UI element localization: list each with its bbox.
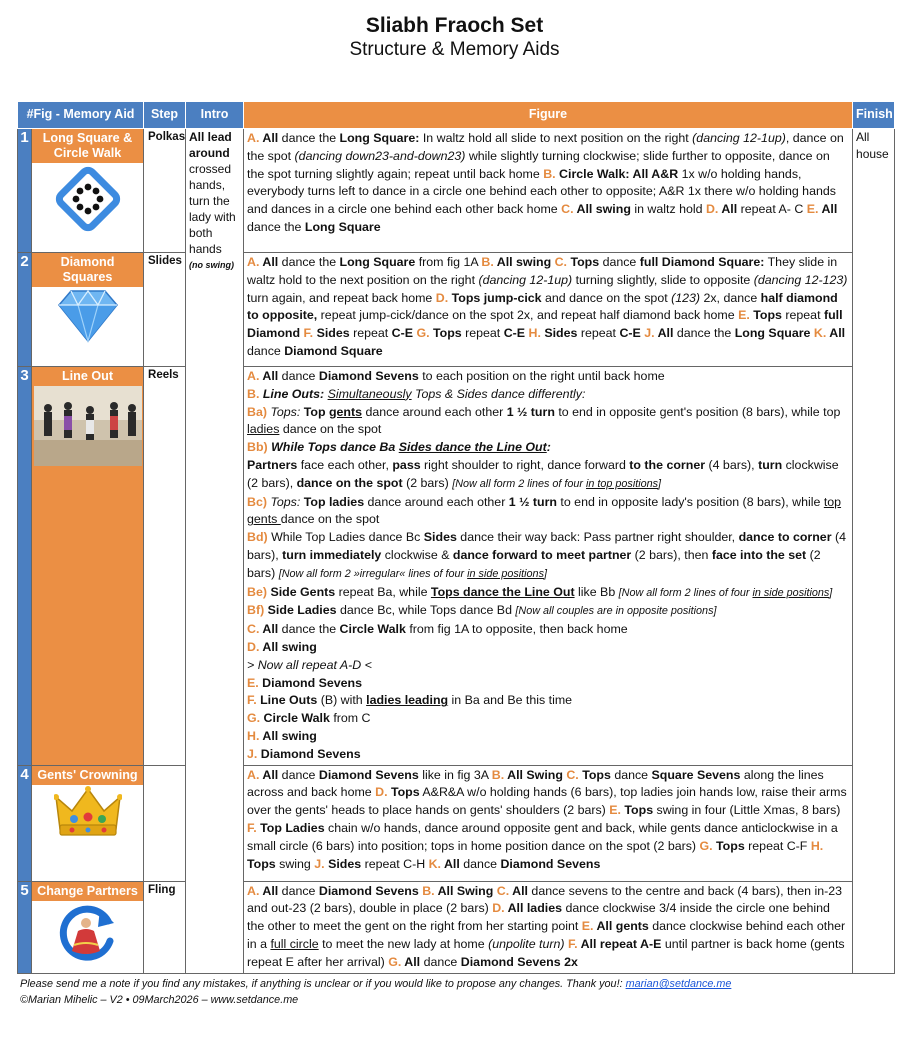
diamond-gem-icon	[57, 287, 119, 349]
figure-text-segment: Sides	[544, 326, 578, 341]
figure-text-segment: Long Square	[339, 255, 416, 269]
figure-text-segment: Tops	[582, 767, 611, 782]
figure-text-segment: (dancing 12-1up)	[478, 272, 573, 287]
figure-text-segment: Sides	[316, 326, 350, 341]
figure-line	[247, 529, 849, 583]
table-row	[18, 367, 895, 766]
figure-text-segment: (2 bars)	[402, 475, 453, 490]
figure-text-segment: repeat C-H	[361, 856, 429, 871]
figure-text-segment: dance on the spot	[280, 512, 380, 527]
figure-text-segment: They slide in waltz hold to the next position on the right	[247, 255, 838, 287]
figure-text-segment: Tops	[570, 255, 600, 269]
intro-bold: All lead around	[189, 130, 232, 160]
figure-text-segment: E.	[738, 308, 754, 323]
figure-text-segment: dance	[599, 255, 640, 269]
figure-text-segment: clockwise &	[381, 547, 453, 562]
figure-text-segment: C-E	[503, 326, 529, 341]
figure-text-segment: Sides dance the Line Out	[398, 440, 547, 455]
figure-text-segment: C.	[496, 883, 513, 898]
figure-text-segment: B.	[247, 386, 263, 401]
figure-text-segment: H.	[810, 838, 824, 853]
figure-text-segment: repeat	[781, 308, 824, 323]
figure-text-segment: C.	[554, 255, 571, 269]
figure-line	[247, 494, 849, 530]
figure-text-segment: dance the	[278, 131, 340, 145]
figure-text-segment: repeat	[577, 326, 620, 341]
figure-text-segment: C-E	[619, 326, 645, 341]
figure-text-segment: to the corner	[629, 457, 706, 472]
figure-text-segment: D.	[375, 785, 391, 800]
memory-aid-cell	[32, 367, 144, 766]
intro-note: (no swing)	[189, 260, 235, 270]
figure-text-segment: from fig 1A to opposite, then back home	[405, 622, 628, 637]
fig-number: 2	[18, 253, 32, 367]
dancers-photo-icon	[34, 386, 142, 472]
figure-text-segment: gents	[328, 404, 363, 419]
figure-text-segment: A&R&A w/o holding hands (6 bars), top ladies join hands low, raise their arms over the gents' heads to place hands on gents' shoulders (2 bars)	[247, 785, 847, 818]
figure-text-segment: > Now all repeat A-D <	[247, 657, 372, 672]
figure-text-segment: Tops:	[270, 404, 304, 419]
figure-text-segment: Side Gents	[270, 584, 336, 599]
figure-text-segment: Diamond Sevens	[318, 883, 423, 898]
memory-aid-label: Diamond Squares	[32, 253, 143, 287]
figure-text-segment: ]	[658, 477, 662, 490]
figure-text-segment: [Now all couples are in opposite positions]	[515, 605, 717, 618]
figure-text-segment: :	[546, 440, 551, 455]
figure-text-segment: Long Square	[304, 219, 381, 234]
figure-text-segment: All	[721, 202, 738, 217]
figure-text-segment: Tops jump-cick	[451, 290, 542, 305]
figure-text-segment: Diamond Sevens	[500, 856, 601, 871]
figure-text-segment: Top Ladies	[260, 820, 325, 835]
figure-text-segment: dance clockwise 3/4 inside the circle one behind the other to meet the gent on the right from her starting point	[247, 901, 830, 934]
figure-text-segment: until partner is back home (gents repeat E after her arrival)	[247, 936, 845, 969]
figure-text-segment: Bf)	[247, 603, 268, 618]
figure-text-segment: repeat A- C	[737, 202, 807, 217]
step-cell: Reels	[144, 367, 186, 766]
footer-note: Please send me a note if you find any mistakes, if anything is unclear or if you would like to propose any changes. Thank you!: marian@setdance.me	[20, 978, 732, 990]
figure-text-segment: E.	[806, 202, 822, 217]
figure-text-segment: ladies	[247, 422, 280, 437]
figure-text-segment: dance on the spot	[296, 475, 403, 490]
figure-text-segment: pass	[392, 457, 421, 472]
figure-text-segment: from C	[329, 711, 371, 726]
figure-text-segment: turn again, and repeat back home	[247, 290, 436, 305]
figure-text-segment: dance	[610, 767, 652, 782]
figure-text-segment: [Now all form 2 »irregular« lines of four	[278, 567, 468, 580]
step-cell: Slides	[144, 253, 186, 367]
figure-text-segment: All	[404, 954, 421, 969]
figure-text-segment: in top positions	[586, 477, 659, 490]
figure-text-segment: All gents	[596, 919, 649, 934]
figure-text-segment: Square Sevens	[651, 767, 741, 782]
figure-text-segment: All	[262, 767, 279, 782]
figure-text-segment: to end in opposite gent's position (8 bars), while top	[554, 404, 841, 419]
figure-text-segment: 1 ½ turn	[508, 494, 557, 509]
figure-text-segment: C.	[561, 202, 577, 217]
figure-line	[247, 584, 849, 603]
figure-text-segment: F.	[247, 693, 261, 708]
figure-text-segment: (4 bars),	[247, 530, 846, 562]
figure-text-segment: All Swing	[507, 767, 567, 782]
figure-text-segment: G.	[699, 838, 717, 853]
figure-text-segment: B.	[543, 166, 560, 181]
figure-cell	[244, 765, 853, 881]
figure-text-segment: Tops	[247, 856, 276, 871]
figure-text-segment: full Diamond	[247, 308, 843, 341]
figure-text-segment: , dance on the spot	[247, 131, 844, 163]
figure-line	[247, 404, 849, 440]
figure-text-segment: All	[657, 326, 674, 341]
memory-aid-label: Long Square & Circle Walk	[32, 129, 143, 163]
footer-copyright: ©Marian Mihelic – V2 • 09March2026 – www.setdance.me	[20, 994, 299, 1006]
figure-text-segment: Be)	[247, 584, 271, 599]
figure-text-segment: A.	[247, 131, 263, 145]
figure-text-segment: dance around each other	[362, 404, 507, 419]
figure-text-segment: Partners	[247, 457, 298, 472]
fig-number: 5	[18, 881, 32, 973]
figure-text-segment: Tops	[390, 785, 420, 800]
figure-text-segment: K.	[813, 326, 830, 341]
figure-text-segment: All	[262, 255, 279, 269]
figure-text-segment: half diamond to opposite,	[247, 290, 838, 323]
set-structure-table	[17, 101, 895, 974]
figure-text-segment: dance	[278, 883, 319, 898]
step-cell: Polkas	[144, 129, 186, 253]
figure-text-segment: A.	[247, 883, 263, 898]
figure-text-segment: J.	[247, 746, 261, 761]
figure-text-segment: Ba)	[247, 404, 271, 419]
table-row	[18, 881, 895, 973]
memory-aid-cell	[32, 253, 144, 367]
figure-text-segment: While Top Ladies dance Bc	[271, 530, 424, 545]
figure-text-segment: D.	[435, 290, 452, 305]
figure-text-segment: dance Bc, while Tops dance Bd	[336, 603, 516, 618]
figure-text-segment: Bd)	[247, 530, 272, 545]
figure-text-segment: (dancing 12-123)	[753, 272, 848, 287]
figure-line	[247, 639, 849, 657]
figure-text-segment: Bb)	[247, 440, 272, 455]
figure-text-segment: to end in opposite lady's position (8 bars), while	[556, 494, 824, 509]
figure-text-segment: F.	[247, 820, 261, 835]
header-intro: Intro	[186, 102, 244, 129]
figure-text-segment: B.	[481, 255, 497, 269]
figure-text-segment: dance the	[278, 622, 340, 637]
figure-text-segment: C.	[247, 622, 263, 637]
figure-text-segment: dance the	[278, 255, 340, 269]
figure-text-segment: While Tops dance Ba	[271, 440, 399, 455]
figure-text-segment: J.	[314, 856, 329, 871]
figure-line	[247, 386, 849, 404]
figure-cell	[244, 367, 853, 766]
figure-text-segment: Tops	[624, 803, 654, 818]
figure-text-segment: H.	[247, 728, 263, 743]
figure-text-segment: top gents	[247, 494, 842, 527]
figure-text-segment: All	[443, 856, 460, 871]
figure-line	[247, 439, 849, 457]
header-finish: Finish	[853, 102, 895, 129]
figure-text-segment: ladies leading	[366, 693, 449, 708]
figure-text-segment: (123)	[671, 290, 701, 305]
figure-text-segment: All ladies	[507, 901, 562, 916]
figure-text-segment: Tops	[432, 326, 462, 341]
figure-text-segment: Bc)	[247, 494, 271, 509]
figure-text-segment: while slightly turning clockwise; slide further to opposite, dance on the spot turning slightly again; repeat until back home	[247, 148, 830, 181]
figure-text-segment: (4 bars),	[705, 457, 759, 472]
intro-cell	[186, 129, 244, 974]
figure-text-segment: like in fig 3A	[418, 767, 492, 782]
figure-text-segment: Diamond Sevens	[260, 746, 361, 761]
figure-text-segment: in side positions	[752, 586, 830, 599]
figure-text-segment: A.	[247, 255, 263, 269]
finish-cell: All house	[853, 129, 895, 974]
figure-line	[247, 728, 849, 746]
figure-text-segment: Diamond Sevens	[318, 369, 419, 383]
figure-text-segment: A.	[247, 369, 263, 383]
figure-cell	[244, 129, 853, 253]
figure-text-segment: 1x w/o holding hands, everybody turns left to dance in a circle one behind each other to opposite; A&R 1x there w/o holding hands and dances in a circle one behind each other back home	[247, 166, 836, 217]
table-header-row	[18, 102, 895, 129]
memory-aid-label: Line Out	[32, 367, 143, 386]
memory-aid-cell	[32, 129, 144, 253]
figure-text-segment: All swing	[262, 639, 317, 654]
figure-text-segment: Diamond Square	[284, 343, 383, 358]
figure-text-segment: along the lines across and back home	[247, 767, 824, 800]
figure-line	[247, 621, 849, 639]
figure-text-segment: D.	[247, 639, 263, 654]
figure-text-segment: dance	[278, 767, 319, 782]
figure-cell	[244, 253, 853, 367]
header-figure: Figure	[244, 102, 853, 129]
figure-text-segment: All	[829, 326, 846, 341]
figure-line	[247, 692, 849, 710]
figure-text-segment: full Diamond Square:	[639, 255, 765, 269]
figure-text-segment: (dancing 12-1up)	[692, 131, 786, 145]
step-cell	[144, 765, 186, 881]
figure-text-segment: [Now all form 2 lines of four	[618, 586, 753, 599]
figure-text-segment: E.	[609, 803, 625, 818]
figure-text-segment: (2 bars), then	[631, 547, 712, 562]
figure-text-segment: All swing	[576, 202, 631, 217]
figure-text-segment: chain w/o hands, dance around opposite gent and back, while gents dance anticlockwise in a small circle (6 bars) into position; tops in home position dance on the spot (2 bars)	[247, 820, 838, 853]
figure-text-segment: All	[262, 369, 279, 383]
figure-text-segment: right shoulder to right, dance forward	[420, 457, 630, 472]
header-fig: #Fig - Memory Aid	[18, 102, 144, 129]
figure-text-segment: All Swing	[437, 883, 497, 898]
figure-line	[247, 710, 849, 728]
figure-text-segment: 2x, dance	[700, 290, 761, 305]
figure-text-segment: Sides	[423, 530, 457, 545]
figure-text-segment: face into the set	[711, 547, 807, 562]
memory-aid-cell	[32, 765, 144, 881]
figure-text-segment: In waltz hold all slide to next position on the right	[419, 131, 693, 145]
fig-number: 3	[18, 367, 32, 766]
figure-text-segment: from fig 1A	[415, 255, 482, 269]
figure-text-segment: Diamond Sevens 2x	[460, 954, 578, 969]
memory-aid-cell	[32, 881, 144, 973]
figure-text-segment: face each other,	[297, 457, 393, 472]
page-subtitle: Structure & Memory Aids	[349, 39, 560, 60]
figure-text-segment: G.	[416, 326, 433, 341]
figure-text-segment: K.	[428, 856, 444, 871]
figure-text-segment: Tops & Sides dance differently:	[411, 386, 586, 401]
figure-text-segment: G.	[388, 954, 405, 969]
figure-text-segment: Long Square:	[339, 131, 420, 145]
figure-text-segment: to meet the new lady at home	[318, 936, 489, 951]
figure-text-segment: dance around each other	[364, 494, 509, 509]
figure-line	[247, 457, 849, 494]
figure-text-segment: dance the	[247, 219, 305, 234]
memory-aid-label: Change Partners	[32, 882, 143, 901]
figure-text-segment: A.	[247, 767, 263, 782]
figure-text-segment: repeat jump-cick/dance on the spot 2x, and repeat half diamond back home	[317, 308, 739, 323]
table-row	[18, 765, 895, 881]
figure-text-segment: Simultaneously	[327, 386, 412, 401]
figure-text-segment: ]	[543, 567, 547, 580]
figure-text-segment: ]	[829, 586, 833, 599]
figure-text-segment: full circle	[270, 936, 319, 951]
figure-text-segment: (2 bars)	[247, 547, 821, 580]
figure-text-segment: Line Outs	[260, 693, 318, 708]
figure-text-segment: Side Ladies	[267, 603, 337, 618]
figure-text-segment: J.	[644, 326, 658, 341]
figure-text-segment: All	[821, 202, 838, 217]
memory-aid-label: Gents' Crowning	[32, 766, 143, 785]
figure-text-segment: and dance on the spot	[541, 290, 672, 305]
figure-line	[247, 368, 849, 386]
figure-text-segment: (dancing down23-and-down23)	[294, 148, 466, 163]
figure-text-segment: dance their way back: Pass partner right shoulder,	[456, 530, 739, 545]
fig-number: 4	[18, 765, 32, 881]
figure-text-segment: Circle Walk	[339, 622, 406, 637]
figure-text-segment: Diamond Sevens	[262, 675, 363, 690]
figure-text-segment: All	[512, 883, 528, 898]
figure-text-segment: All swing	[262, 728, 317, 743]
fig-number: 1	[18, 129, 32, 253]
figure-line	[247, 746, 849, 764]
figure-text-segment: dance sevens to the centre and back (4 bars), then in-23 and out-23 (2 bars), double in place (2 bars)	[247, 883, 843, 916]
figure-text-segment: D.	[492, 901, 508, 916]
figure-text-segment: C-E	[391, 326, 417, 341]
figure-text-segment: All swing	[496, 255, 555, 269]
figure-text-segment: dance clockwise behind each other in a	[247, 919, 846, 951]
figure-text-segment: E.	[247, 675, 263, 690]
figure-text-segment: Tops:	[270, 494, 304, 509]
intro-text: crossed hands, turn the lady with both hands	[189, 162, 236, 256]
figure-text-segment: turn immediately	[282, 547, 382, 562]
figure-text-segment: dance	[278, 369, 319, 383]
figure-text-segment: Diamond Sevens	[318, 767, 419, 782]
figure-line	[247, 675, 849, 693]
change-partners-icon	[56, 901, 120, 971]
table-row	[18, 253, 895, 367]
figure-text-segment: All	[262, 883, 279, 898]
figure-text-segment: Circle Walk: All A&R	[559, 166, 679, 181]
figure-text-segment: All	[262, 622, 279, 637]
figure-text-segment: swing in four (Little Xmas, 8 bars)	[653, 803, 841, 818]
figure-text-segment: in Ba and Be this time	[448, 693, 573, 708]
figure-text-segment: 1 ½ turn	[506, 404, 555, 419]
figure-text-segment: turn	[758, 457, 783, 472]
crown-icon	[54, 785, 122, 845]
figure-text-segment: dance forward to meet partner	[452, 547, 632, 562]
figure-text-segment: Tops	[716, 838, 745, 853]
page-title: Sliabh Fraoch Set	[365, 14, 544, 37]
figure-text-segment: Circle Walk	[263, 711, 330, 726]
figure-text-segment: G.	[247, 711, 264, 726]
figure-text-segment: H.	[528, 326, 545, 341]
figure-text-segment: B.	[491, 767, 508, 782]
figure-line	[247, 657, 849, 675]
figure-text-segment: clockwise (2 bars),	[247, 457, 839, 490]
figure-text-segment: dance	[247, 343, 285, 358]
figure-text-segment: Top	[303, 404, 329, 419]
figure-text-segment: dance on the spot	[279, 422, 382, 437]
table-row	[18, 129, 895, 253]
email-link[interactable]: marian@setdance.me	[625, 978, 732, 990]
figure-text-segment: repeat	[349, 326, 392, 341]
figure-text-segment: C.	[566, 767, 583, 782]
figure-text-segment: [Now all form 2 lines of four	[452, 477, 587, 490]
figure-text-segment: Long Square	[734, 326, 814, 341]
figure-text-segment: (B) with	[317, 693, 367, 708]
figure-text-segment: dance the	[673, 326, 735, 341]
figure-text-segment: repeat Ba, while	[335, 584, 431, 599]
header-step: Step	[144, 102, 186, 129]
figure-text-segment: Sides	[328, 856, 362, 871]
figure-text-segment: swing	[275, 856, 315, 871]
footer	[20, 976, 731, 1008]
figure-text-segment: (unpolite turn)	[488, 936, 565, 951]
figure-cell	[244, 881, 853, 973]
figure-text-segment: Tops	[753, 308, 782, 323]
figure-text-segment: D.	[705, 202, 722, 217]
figure-text-segment: repeat	[461, 326, 504, 341]
figure-text-segment: dance	[459, 856, 501, 871]
figure-text-segment: All	[262, 131, 279, 145]
long-square-diagram-icon	[52, 163, 124, 241]
figure-text-segment: repeat C-F	[744, 838, 811, 853]
figure-text-segment: to each position on the right until back home	[418, 369, 665, 383]
figure-text-segment: B.	[422, 883, 438, 898]
step-cell: Fling	[144, 881, 186, 973]
figure-text-segment: Top ladies	[303, 494, 365, 509]
figure-text-segment: like Bb	[574, 584, 619, 599]
figure-text-segment: turning slightly, slide to opposite	[572, 272, 754, 287]
figure-text-segment: F.	[303, 326, 317, 341]
figure-text-segment: Tops dance the Line Out	[430, 584, 575, 599]
figure-text-segment: F.	[564, 936, 581, 951]
figure-text-segment: E.	[581, 919, 597, 934]
figure-text-segment: dance	[420, 954, 461, 969]
figure-text-segment: dance to corner	[738, 530, 832, 545]
figure-text-segment: in waltz hold	[630, 202, 706, 217]
figure-text-segment: in side positions	[467, 567, 544, 580]
figure-text-segment: All repeat A-E	[580, 936, 662, 951]
figure-line	[247, 602, 849, 621]
figure-text-segment: Line Outs:	[262, 386, 328, 401]
